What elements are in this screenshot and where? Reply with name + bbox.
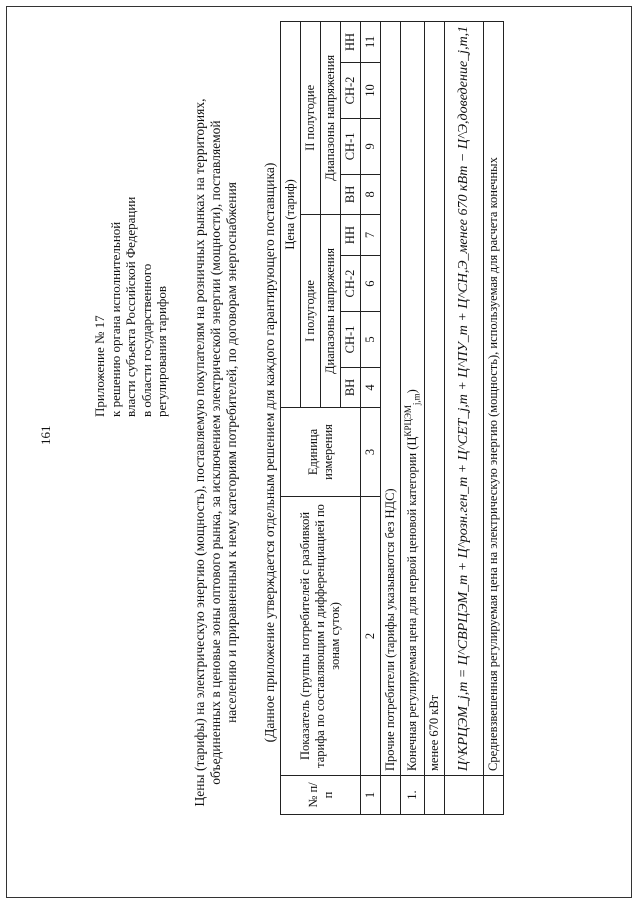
less-670-row: менее 670 кВт (424, 21, 444, 775)
other-consumers-row: Прочие потребители (тарифы указываются без НДС) (381, 21, 401, 775)
header-half2: II полугодие (301, 21, 321, 214)
colnum: 5 (361, 312, 381, 368)
empty-cell (424, 776, 444, 815)
tariff-table (280, 21, 504, 815)
colnum: 1 (361, 776, 381, 815)
document-note: (Данное приложение утверждается отдельным решением для каждого гарантирующего поставщика) (262, 162, 277, 743)
title-line: объединенных в ценовые зоны оптового рынка, за исключением электрической энергии (мощности), поставляемой (208, 120, 223, 785)
pricing-formula: Ц^КРЦЭМ_j,m = Ц^СВРЦЭМ_m + Ц^розн.ген_m + Ц^СЕТ_j,m + Ц^ПУ_m + Ц^СН,Э_менее 670 кВт − Ц^Э,доведение_j,m,1 (444, 21, 483, 775)
row1-num: 1. (401, 776, 425, 815)
colnum: 6 (361, 256, 381, 312)
colnum: 7 (361, 214, 381, 255)
appendix-line: к решению органа исполнительной (107, 221, 123, 417)
empty-cell (381, 776, 401, 815)
header-ranges: Диапазоны напряжения (321, 214, 341, 407)
level-vn: ВН (341, 367, 361, 407)
colnum: 8 (361, 174, 381, 214)
weighted-price-row: Средневзвешенная регулируемая цена на электрическую энергию (мощность), используемая для расчета конечных (483, 21, 503, 775)
appendix-block (92, 197, 170, 417)
title-line: населению и приравненным к нему категориям потребителей, по договорам энергоснабжения (224, 182, 239, 723)
appendix-line: власти субъекта Российской Федерации (123, 196, 138, 417)
level-nn: НН (341, 214, 361, 255)
level-sn2: СН-2 (341, 63, 361, 119)
row1-label-end: ) (405, 389, 420, 394)
header-ranges: Диапазоны напряжения (321, 21, 341, 214)
colnum: 2 (361, 497, 381, 776)
page-number: 161 (38, 425, 53, 445)
empty-cell (444, 776, 483, 815)
header-unit: Единица измерения (281, 408, 361, 497)
header-half1: I полугодие (301, 214, 321, 407)
colnum: 3 (361, 408, 381, 497)
appendix-line: регулирования тарифов (154, 286, 169, 417)
document-title (192, 0, 240, 905)
colnum: 4 (361, 367, 381, 407)
header-price: Цена (тариф) (281, 21, 301, 407)
appendix-line: в области государственного (138, 263, 154, 417)
colnum: 9 (361, 118, 381, 174)
level-nn: НН (341, 21, 361, 62)
title-line: Цены (тарифы) на электрическую энергию (мощность), поставляемую покупателям на розничных рынках на территориях, (192, 98, 207, 807)
colnum: 10 (361, 63, 381, 119)
level-sn1: СН-1 (341, 118, 361, 174)
colnum: 11 (361, 21, 381, 62)
row1-label (401, 21, 425, 775)
header-indicator: Показатель (группы потребителей с разбивкой тарифа по составляющим и дифференциацией по зонам суток) (281, 497, 361, 776)
row1-label-text: Конечная регулируемая цена для первой ценовой категории (Ц (405, 436, 420, 771)
row1-label-sub: j,m (411, 393, 422, 406)
level-vn: ВН (341, 174, 361, 214)
appendix-line: Приложение № 17 (92, 315, 107, 417)
header-num: № п/п (281, 776, 361, 815)
empty-cell (483, 776, 503, 815)
level-sn2: СН-2 (341, 256, 361, 312)
row1-label-sup: КРЦЭМ (403, 405, 413, 437)
level-sn1: СН-1 (341, 312, 361, 368)
